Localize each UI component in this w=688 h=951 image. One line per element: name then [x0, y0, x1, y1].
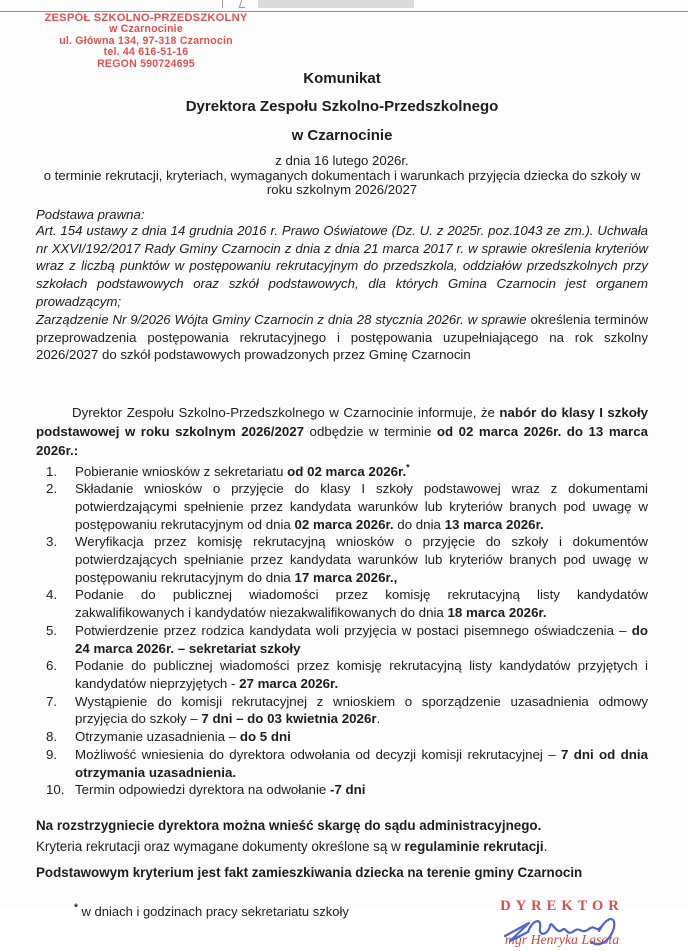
recruitment-steps-list — [36, 463, 648, 799]
step-number: 10. — [46, 782, 65, 798]
step-item-1 — [36, 463, 648, 481]
footnote — [74, 898, 349, 919]
legal-paragraph-2: Zarządzenie Nr 9/2026 Wójta Gminy Czarnocin z dnia 28 stycznia 2026r. w sprawie określenia terminów przeprowadzenia postępowania rekrutacyjnego i postępowania uzupełniającego na rok szkolny 2026/2027 do szkół podstawowych prowadzonych przez Gminę Czarnocin — [36, 311, 648, 363]
step-item-9 — [36, 746, 648, 781]
step-number: 6. — [46, 658, 58, 674]
director-title: DYREKTOR — [500, 897, 624, 914]
doc-subtitle-1: Dyrektora Zespołu Szkolno-Przedszkolnego — [185, 98, 499, 115]
stamp-line-address: ul. Główna 134, 97-318 Czarnocin — [59, 34, 233, 47]
doc-date: z dnia 16 lutego 2026r. — [275, 153, 409, 168]
step-text: Możliwość wniesienia do dyrektora odwołania od decyzji komisji rekrutacyjnej – 7 dni od dnia otrzymania uzasadnienia. — [75, 746, 649, 780]
stamp-line-phone: tel. 44 616-51-16 — [103, 46, 189, 59]
step-item-6 — [36, 657, 648, 692]
signature-block — [478, 898, 646, 948]
step-number: 2. — [46, 481, 58, 497]
step-item-8 — [36, 728, 648, 746]
step-number: 8. — [46, 729, 58, 745]
legal-paragraph-1: Art. 154 ustawy z dnia 14 grudnia 2016 r. Prawo Oświatowe (Dz. U. z 2025r. poz.1043 ze zm.). Uchwała nr XXVI/192/2017 Rady Gminy Czarnocin z dnia z dnia 21 marca 2017 r. w sprawie określenia kryteriów wraz z liczbą punktów w postępowaniu rekrutacyjnym do przedszkola, oddziałów przedszkolnych przy szkołach podstawowych oraz szkół podstawowych, dla których Gmina Czarnocin jest organem prowadzącym; — [36, 222, 648, 309]
legal-basis-label: Podstawa prawna: — [36, 206, 145, 222]
step-text: Pobieranie wniosków z sekretariatu od 02 marca 2026r.* — [75, 462, 410, 479]
step-item-4 — [36, 586, 648, 621]
step-text: Podanie do publicznej wiadomości przez komisję rekrutacyjną listy kandydatów zakwalifikowanych i kandydatów niezakwalifikowanych do dnia 18 marca 2026r. — [75, 587, 648, 621]
doc-title: Komunikat — [303, 70, 381, 87]
step-text: Składanie wniosków o przyjęcie do klasy I szkoły podstawowej wraz z dokumentami potwierdzającymi spełnienie przez kandydata warunków lub kryteriów branych pod uwagę w postępowaniu rekrutacyjnym od dnia 02 marca 2026r. do dnia 13 marca 2026r. — [75, 481, 648, 532]
step-number: 3. — [46, 534, 58, 550]
scan-artifact-tick — [222, 0, 223, 8]
step-text: Wystąpienie do komisji rekrutacyjnej z wnioskiem o sporządzenie uzasadnienia odmowy przyjęcia do szkoły – 7 dni – do 03 kwietnia 2026r. — [75, 693, 648, 727]
doc-meta — [36, 154, 648, 198]
footer-note-appeal: Na rozstrzygniecie dyrektora można wnieść skargę do sądu administracyjnego. — [36, 817, 542, 833]
scan-artifact-bar — [258, 0, 414, 8]
step-text: Termin odpowiedzi dyrektora na odwołanie -7 dni — [75, 782, 366, 798]
step-item-2 — [36, 480, 648, 533]
step-text: Otrzymanie uzasadnienia – do 5 dni — [75, 729, 291, 745]
stamp-line-town: w Czarnocinie — [109, 23, 183, 36]
doc-subject: o terminie rekrutacji, kryteriach, wymaganych dokumentach i warunkach przyjęcia dziecka do szkoły w roku szkolnym 2026/2027 — [43, 167, 641, 198]
doc-subtitle-2: w Czarnocinie — [291, 127, 393, 144]
step-item-5 — [36, 622, 648, 657]
step-text: Weryfikacja przez komisję rekrutacyjną wniosków o przyjęcie do szkoły i dokumentów potwierdzających spełnianie przez kandydata warunków lub kryteriów branych pod uwagę w postępowaniu rekrutacyjnym do dnia 17 marca 2026r., — [75, 534, 648, 585]
step-text: Potwierdzenie przez rodzica kandydata woli przyjęcia w postaci pisemnego oświadczenia – do 24 marca 2026r. – sekretariat szkoły — [75, 622, 648, 656]
step-text: Podanie do publicznej wiadomości przez komisję rekrutacyjną listy kandydatów przyjętych i kandydatów nieprzyjętych - 27 marca 2026r. — [75, 658, 648, 691]
footnote-text: w dniach i godzinach pracy sekretariatu szkoły — [81, 903, 349, 919]
step-item-7 — [36, 693, 648, 728]
stamp-line-school-name: ZESPÓŁ SZKOLNO-PRZEDSZKOLNY — [44, 12, 248, 24]
director-name: mgr Henryka Lasota — [504, 931, 620, 947]
document-body — [36, 62, 648, 948]
step-number: 4. — [46, 587, 58, 603]
step-number: 7. — [46, 693, 58, 709]
step-number: 1. — [46, 463, 58, 479]
step-number: 9. — [46, 746, 58, 762]
footnote-marker: * — [74, 902, 78, 914]
scan-artifact-tick — [239, 0, 248, 8]
intro-paragraph: Dyrektor Zespołu Szkolno-Przedszkolnego w Czarnocinie informuje, że nabór do klasy I szkoły podstawowej w roku szkolnym 2026/2027 odbędzie w terminie od 02 marca 2026r. do 13 marca 2026r.: — [36, 405, 648, 458]
step-number: 5. — [46, 622, 58, 638]
step-item-3 — [36, 533, 648, 586]
step-item-10 — [36, 781, 648, 799]
stamp-line-regon: REGON 590724695 — [97, 57, 195, 70]
footer-note-criteria: Kryteria rekrutacji oraz wymagane dokumenty określone są w regulaminie rekrutacji. — [36, 838, 548, 854]
footer-note-residence: Podstawowym kryterium jest fakt zamieszkiwania dziecka na terenie gminy Czarnocin — [36, 864, 583, 880]
